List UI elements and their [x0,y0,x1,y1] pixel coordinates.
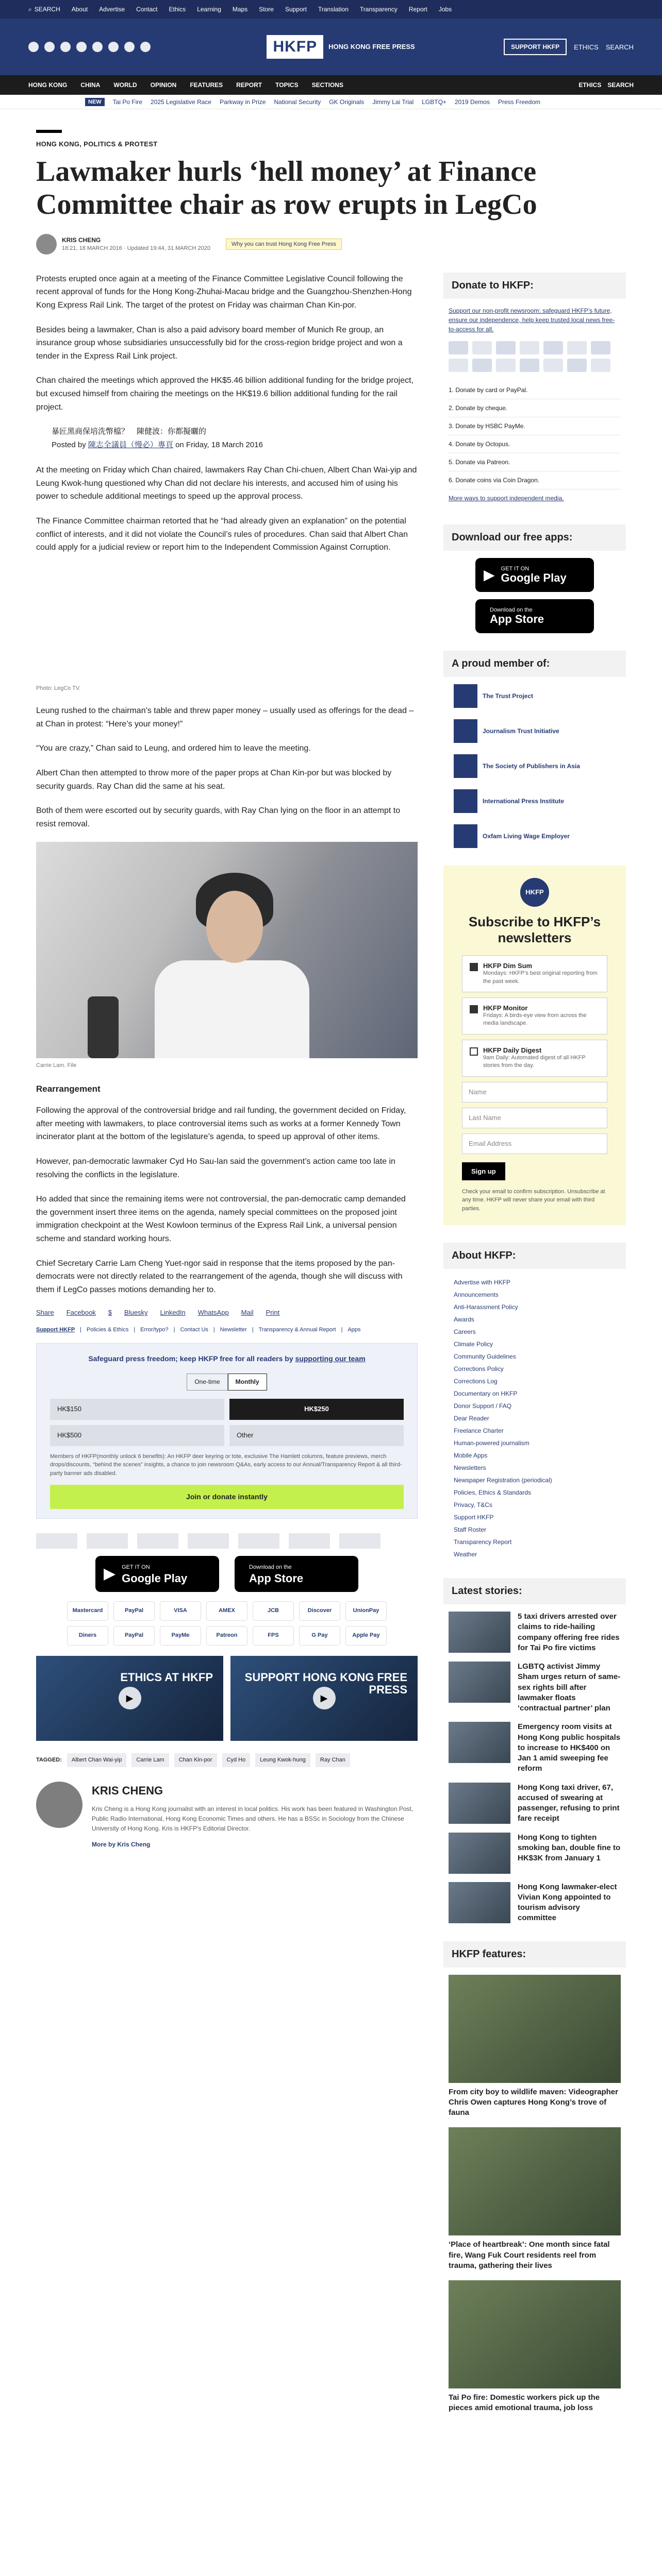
donate-method[interactable]: 3. Donate by HSBC PayMe. [449,417,621,435]
about-link[interactable]: Support HKFP [454,1514,494,1521]
payment-logo: PayPal [113,1626,155,1646]
donate-headline-link[interactable]: supporting our team [295,1354,366,1363]
nav-world[interactable]: WORLD [113,81,137,89]
about-link[interactable]: Policies, Ethics & Standards [454,1489,532,1496]
card-logo [472,359,492,372]
email-icon[interactable] [124,42,135,52]
support-link[interactable]: Apps [347,1327,361,1333]
more-by-author-link[interactable]: More by Kris Cheng [92,1841,151,1849]
tag[interactable]: Chan Kin-por [174,1753,217,1768]
feature-story[interactable]: From city boy to wildlife maven: Videographer Chris Owen captures Hong Kong’s trove of fauna [443,1975,626,2119]
nav-ethics[interactable]: ETHICS [578,81,602,89]
payment-logo: Apple Pay [345,1626,387,1646]
card-logo [591,341,610,354]
latest-story[interactable]: Emergency room visits at Hong Kong public hospitals to increase to HK$400 on Jan 1 amid sweeping fee reform [443,1722,626,1774]
topbar-advertise[interactable]: Advertise [99,6,125,13]
amount-option-selected[interactable]: HK$250 [229,1399,404,1420]
threads-icon[interactable] [76,42,87,52]
about-links [443,1276,626,1561]
latest-story[interactable]: LGBTQ activist Jimmy Sham urges return of same-sex rights bill after lawmaker floats ‘contractual partner’ plan [443,1662,626,1714]
logo-text: HONG KONG FREE PRESS [328,43,415,51]
topbar-learning[interactable]: Learning [197,6,221,13]
frequency-toggle [50,1374,404,1391]
payment-logo: AMEX [206,1601,247,1621]
ipi-icon [454,789,477,813]
topbar-support[interactable]: Support [285,6,307,13]
apps-section [443,524,626,633]
instagram-icon[interactable] [60,42,71,52]
topbar-translation[interactable]: Translation [318,6,349,13]
partner-logo [137,1533,178,1549]
topbar-jobs[interactable]: Jobs [438,6,452,13]
author-avatar[interactable] [36,234,57,255]
newsletter-signup [443,866,626,1225]
google-play-button[interactable]: ▶ GET IT ON Google Play [475,558,594,592]
trending-link[interactable]: 2019 Demos [454,98,490,106]
support-link[interactable]: Contact Us [180,1327,208,1333]
share-mail[interactable]: Mail [241,1309,254,1317]
feature-image [449,2280,621,2388]
name-input[interactable]: Name [462,1082,607,1103]
amount-option-other[interactable]: Other [229,1425,404,1446]
support-link[interactable]: Policies & Ethics [87,1327,129,1333]
card-logo [543,341,563,354]
story-thumbnail [449,1783,510,1824]
newsletter-option[interactable]: HKFP Monitor Fridays: A birds-eye view from across the media landscape. [462,997,607,1035]
trending-link[interactable]: Jimmy Lai Trial [372,98,414,106]
share-dollar[interactable]: $ [108,1309,112,1317]
about-link[interactable]: Corrections Log [454,1378,498,1385]
tag[interactable]: Carrie Lam [131,1753,169,1768]
payment-methods [57,1601,397,1646]
section-title: Donate to HKFP: [443,273,626,299]
trust-project-icon [454,684,477,708]
card-logo [567,359,587,372]
payment-logo: Mastercard [67,1601,108,1621]
trending-bar [0,95,662,109]
donate-box [36,1343,418,1519]
card-logo [543,359,563,372]
support-blurb-link[interactable]: Support our non-profit newsroom: safeguard HKFP’s future, ensure our independence, help keep trusted local news free-to-access for all. [449,307,615,333]
paragraph: Protests erupted once again at a meeting of the Finance Committee Legislative Council following the recent approval of funds for the Hong Kong-Zhuhai-Macau bridge and the Guangzhou-Shenzhen-Hong Kong Express Rail Link. The target of the protest on Friday was chairman Chan Kin-por. [36,274,412,310]
card-logo [496,359,516,372]
nav-china[interactable]: CHINA [80,81,101,89]
play-icon[interactable]: ▶ [119,1687,141,1709]
share-whatsapp[interactable]: WhatsApp [197,1309,229,1317]
byline [36,234,626,255]
trending-link[interactable]: Tai Po Fire [112,98,143,106]
x-icon[interactable] [44,42,55,52]
mast-search-link[interactable]: SEARCH [605,43,634,51]
checkbox-checked[interactable] [470,963,478,971]
about-link[interactable]: Freelance Charter [454,1427,504,1434]
donate-method[interactable]: 2. Donate by cheque. [449,399,621,417]
share-bluesky[interactable]: Bluesky [124,1309,148,1317]
partner-logo-strip [36,1533,418,1549]
paragraph: Albert Chan then attempted to throw more of the paper props at Chan Kin-por but was blocked by security guards. Ray Chan did the same at his seat. [36,769,392,791]
about-link[interactable]: Mobile Apps [454,1452,488,1459]
donate-note: Members of HKFP(monthly unlock 6 benefits): An HKFP deer keyring or tote, exclusive The Hamlett columns, feature previews, merch drops/discounts, “behind the scenes” insights, a chance to join newsroom Q&As, early access to our Annual/Transparency Report & all third-party banner ads disabled. [50,1453,402,1477]
newsletter-option[interactable]: HKFP Daily Digest 9am Daily: Automated digest of all HKFP stories from the day. [462,1040,607,1077]
card-logo [449,359,468,372]
member-section [443,651,626,848]
donate-section [443,273,626,507]
section-title: Download our free apps: [443,524,626,551]
google-play-icon: ▶ [484,567,495,583]
story-thumbnail [449,1612,510,1653]
author-photo[interactable] [36,1782,82,1828]
trending-link[interactable]: National Security [274,98,321,106]
author-bio: Kris Cheng is a Hong Kong journalist with an interest in local politics. His work has been featured in Washington Post, Public Radio International, Hong Kong Economic Times and others. He has a BSSc in Sociology from the Chinese University of Hong Kong. Kris is HKFP’s Editorial Director. [92,1805,413,1832]
features-section [443,1941,626,2414]
trending-link[interactable]: 2025 Legislative Race [151,98,212,106]
last-name-input[interactable]: Last Name [462,1108,607,1128]
subheading: Rearrangement [36,1084,101,1094]
donate-cta-button[interactable]: Join or donate instantly [50,1485,404,1509]
author-box [36,1782,418,1851]
sidebar [443,273,626,2431]
latest-story[interactable]: Hong Kong lawmaker-elect Vivian Kong appointed to tourism advisory committee [443,1882,626,1924]
nav-topics[interactable]: TOPICS [275,81,299,89]
paragraph: Leung rushed to the chairman’s table and threw paper money – usually used as offerings for the dead – at Chan in protest: “Here’s your money!” [36,706,414,728]
newsletter-note: Check your email to confirm subscription. Unsubscribe at any time. HKFP will never share your email with third parties. [462,1188,605,1212]
rss-icon[interactable] [140,42,151,52]
email-input[interactable]: Email Address [462,1133,607,1154]
partner-logo [289,1533,330,1549]
paragraph: Ho added that since the remaining items were not controversial, the pan-democratic camp demanded the government insert three items on the agenda, namely special committees on the proposed joint immigration checkpoint at the West Kowloon terminus of the Express Rail Link, a universal pension scheme and standard working hours. [36,1195,406,1243]
about-link[interactable]: Privacy, T&Cs [454,1501,492,1509]
support-link[interactable]: Error/typo? [140,1327,169,1333]
topbar-search[interactable]: ⌕ SEARCH [28,5,60,13]
support-link[interactable]: Transparency & Annual Report [258,1327,336,1333]
paragraph: “You are crazy,” Chan said to Leung, and ordered him to leave the meeting. [36,744,311,753]
embed-text: 暴匠黑商保培洗幣檔？ 陳健波：你都擬曬的 [52,427,207,436]
trending-link[interactable]: GK Originals [329,98,365,106]
about-link[interactable]: Transparency Report [454,1538,512,1546]
donate-headline: Safeguard press freedom; keep HKFP free for all readers by supporting our team [88,1354,366,1363]
about-link[interactable]: Climate Policy [454,1341,493,1348]
topbar-store[interactable]: Store [259,6,274,13]
card-logo [520,359,539,372]
about-link[interactable]: Newsletters [454,1464,486,1471]
nav-report[interactable]: REPORT [236,81,262,89]
paragraph: The Finance Committee chairman retorted that he “had already given an explanation” on the potential conflict of interests, and it did not violate the Council’s rules of procedures. Chan said that Albert Chan could apply for a judicial review or report him to the Independent Commission Against Corruption. [36,516,408,552]
play-icon[interactable]: ▶ [313,1687,336,1709]
payment-logo: FPS [253,1626,294,1646]
facebook-icon[interactable] [28,42,39,52]
payment-logo: PayPal [113,1601,155,1621]
about-link[interactable]: Corrections Policy [454,1365,504,1372]
payment-logo: VISA [160,1601,201,1621]
latest-section [443,1578,626,1924]
google-play-button[interactable]: ▶ GET IT ON Google Play [95,1556,219,1592]
feature-image [449,2127,621,2235]
topbar-about[interactable]: About [71,6,88,13]
top-utility-bar [0,0,662,19]
paragraph: Chief Secretary Carrie Lam Cheng Yuet-ngor said in response that the items proposed by the pan-democrats were not directly related to the rearrangement of the agenda, though she will discuss with them if LegCo passes motions demanding her to. [36,1259,403,1294]
share-linkedin[interactable]: LinkedIn [160,1309,186,1317]
about-link[interactable]: Staff Roster [454,1526,487,1533]
topbar-contact[interactable]: Contact [136,6,158,13]
card-logo [520,341,539,354]
tag[interactable]: Leung Kwok-hung [255,1753,310,1768]
trending-link[interactable]: Press Freedom [498,98,541,106]
share-row [36,1308,418,1318]
checkbox-unchecked[interactable] [470,1047,478,1056]
paragraph: At the meeting on Friday which Chan chaired, lawmakers Ray Chan Chi-chuen, Albert Chan Wai-yip and Leung Kwok-hung questioned why Chan did not declare his interests, and accused him of using his power to schedule additional meetings to speed up the approval process. [36,466,417,501]
embed-page-link[interactable]: 陳志全議員（慢必）專頁 [88,440,173,449]
about-link[interactable]: Newspaper Registration (periodical) [454,1477,552,1484]
story-thumbnail [449,1833,510,1874]
embed-posted: Posted by 陳志全議員（慢必）專頁 on Friday, 18 March 2016 [52,440,263,449]
tag[interactable]: Albert Chan Wai-yip [67,1753,126,1768]
card-logo [472,341,492,354]
amount-options [50,1399,404,1446]
tag[interactable]: Ray Chan [316,1753,350,1768]
support-link[interactable]: Newsletter [220,1327,247,1333]
youtube-icon[interactable] [108,42,119,52]
article-body [36,273,418,2431]
partner-logo [339,1533,380,1549]
about-link[interactable]: Human-powered journalism [454,1439,529,1447]
photo-figure-face [206,891,263,963]
search-icon: ⌕ [28,5,32,13]
topbar-report[interactable]: Report [408,6,427,13]
card-logo [591,359,610,372]
google-play-icon: ▶ [104,1565,116,1582]
photo-caption: Carrie Lam. File [36,1062,77,1069]
about-link[interactable]: Community Guidelines [454,1353,516,1360]
about-link[interactable]: Announcements [454,1291,499,1298]
ethics-video-tile[interactable]: ETHICS AT HKFP ▶ [36,1656,223,1741]
amount-option[interactable]: HK$150 [50,1399,224,1420]
share-print[interactable]: Print [266,1309,280,1317]
photo-caption: Photo: LegCo TV. [36,685,81,691]
nav-hong-kong[interactable]: HONG KONG [28,81,68,89]
feature-image [449,1975,621,2083]
nav-opinion[interactable]: OPINION [150,81,177,89]
about-link[interactable]: Dear Reader [454,1415,489,1422]
nav-features[interactable]: FEATURES [190,81,223,89]
member-logo[interactable]: Journalism Trust Initiative [454,719,616,743]
latest-story[interactable]: Hong Kong taxi driver, 67, accused of swearing at passenger, refusing to print fare receipt [443,1783,626,1824]
trending-link[interactable]: Parkway in Prize [220,98,266,106]
app-store-button[interactable]: Download on the App Store [475,599,594,633]
about-link[interactable]: Anti-Harassment Policy [454,1303,518,1311]
app-store-row [36,1556,418,1592]
tag-list [36,1753,418,1768]
author-name[interactable]: KRIS CHENG [62,236,101,244]
topbar-transparency[interactable]: Transparency [359,6,398,13]
bluesky-icon[interactable] [92,42,103,52]
paragraph: Following the approval of the controversial bridge and rail funding, the government decided on Friday, after meeting with lawmakers, to place controversial items such as works at a former Kennedy Town incinerator plant at the bottom of the legislature’s agenda, to speed up approval of other items. [36,1106,406,1142]
card-logo [449,341,468,354]
card-logo [567,341,587,354]
latest-story[interactable]: Hong Kong to tighten smoking ban, double fine to HK$3K from January 1 [443,1833,626,1874]
tags-label: TAGGED: [36,1756,62,1763]
story-thumbnail [449,1662,510,1703]
photo-microphone [88,996,119,1058]
support-video-tile[interactable]: SUPPORT HONG KONG FREE PRESS ▶ [230,1656,418,1741]
more-ways-link[interactable]: More ways to support independent media. [449,494,564,502]
payment-logo: PayMe [160,1626,201,1646]
card-logo [496,341,516,354]
newsletter-badge: HKFP [520,878,549,907]
category-rule [36,130,62,133]
about-section [443,1243,626,1561]
amount-option[interactable]: HK$500 [50,1425,224,1446]
share-link[interactable]: Share [36,1309,54,1317]
author-box-name[interactable]: KRIS CHENG [92,1784,163,1798]
donate-method[interactable]: 6. Donate coins via Coin Dragon. [449,471,621,489]
member-logo[interactable]: The Trust Project [454,684,616,708]
payment-logo: Diners [67,1626,108,1646]
support-blurb [443,306,626,334]
topbar-ethics[interactable]: Ethics [169,6,186,13]
facebook-embed [52,425,418,451]
trust-hkfp-link[interactable]: Why you can trust Hong Kong Free Press [226,239,342,250]
trending-link[interactable]: LGBTQ+ [422,98,446,106]
paragraph: Besides being a lawmaker, Chan is also a paid advisory board member of Munich Re group, an insurance group whose subsidiaries unsuccessfully bid for the cross-region bridge project and won a tender in the Express Rail Link project. [36,325,403,361]
section-title: A proud member of: [443,651,626,677]
feature-story[interactable]: Tai Po fire: Domestic workers pick up the pieces amid emotional trauma, job loss [443,2280,626,2414]
member-logo[interactable]: International Press Institute [454,789,616,813]
sopa-icon [454,754,477,778]
masthead [0,19,662,75]
section-title: Latest stories: [443,1578,626,1604]
jti-icon [454,719,477,743]
partner-logo [36,1533,77,1549]
new-badge: NEW [85,98,105,106]
social-icons [28,42,178,52]
checkbox-checked[interactable] [470,1005,478,1013]
support-links: Support HKFP | Policies & Ethics | Error/typo? | Contact Us | Newsletter | Transparency & Annual Report | Apps [36,1326,418,1335]
topbar-maps[interactable]: Maps [232,6,248,13]
paragraph: Both of them were escorted out by security guards, with Ray Chan lying on the floor in an attempt to resist removal. [36,806,401,828]
about-link[interactable]: Documentary on HKFP [454,1390,518,1397]
freq-monthly[interactable]: Monthly [228,1374,267,1391]
partner-logo [238,1533,279,1549]
partner-logo [188,1533,229,1549]
publish-dates: 18:21, 18 MARCH 2016 · Updated 19:44, 31 MARCH 2020 [62,245,210,252]
support-link[interactable]: Support HKFP [36,1327,75,1333]
article-title: Lawmaker hurls ‘hell money’ at Finance Committee chair as row erupts in LegCo [36,156,537,221]
section-title: About HKFP: [443,1243,626,1269]
video-embed-area[interactable] [36,566,418,679]
site-logo[interactable] [267,35,415,59]
app-store-button[interactable]: Download on the App Store [235,1556,358,1592]
payment-logo: UnionPay [345,1601,387,1621]
oxfam-icon [454,824,477,848]
share-facebook[interactable]: Facebook [66,1309,96,1317]
paragraph: However, pan-democratic lawmaker Cyd Ho Sau-lan said the government’s action came too late in resolving the conflicts in the legislature. [36,1157,395,1179]
nav-search[interactable]: SEARCH [607,81,634,89]
paragraph: Chan chaired the meetings which approved the HK$5.46 billion additional funding for the bridge project, but excused himself from chairing the meetings on the HK$19.6 billion additional funding for the rail project. [36,376,414,412]
payment-cards [443,341,626,372]
member-logo[interactable]: Oxfam Living Wage Employer [454,824,616,848]
donate-method[interactable]: 1. Donate by card or PayPal. [449,381,621,399]
payment-logo: JCB [253,1601,294,1621]
logo-mark: HKFP [267,35,323,59]
nav-sections[interactable]: SECTIONS [311,81,343,89]
payment-logo: G Pay [299,1626,340,1646]
payment-logo: Patreon [206,1626,247,1646]
payment-logo: Discover [299,1601,340,1621]
newsletter-option[interactable]: HKFP Dim Sum Mondays: HKFP’s best original reporting from the past week. [462,955,607,992]
photo-figure-body [155,960,309,1058]
carrie-lam-photo [36,842,418,1058]
donate-method[interactable]: 5. Donate via Patreon. [449,453,621,471]
about-link[interactable]: Weather [454,1551,477,1558]
article-category[interactable]: HONG KONG, POLITICS & PROTEST [36,140,158,148]
about-link[interactable]: Awards [454,1316,474,1323]
story-thumbnail [449,1882,510,1923]
promo-videos [36,1656,418,1741]
section-title: HKFP features: [443,1941,626,1968]
donate-methods [443,381,626,507]
main-nav [0,75,662,95]
mast-ethics-link[interactable]: ETHICS [574,43,599,51]
freq-one-time[interactable]: One-time [187,1374,227,1391]
about-link[interactable]: Advertise with HKFP [454,1279,511,1286]
support-hkfp-button[interactable]: SUPPORT HKFP [504,39,567,55]
newsletter-title: Subscribe to HKFP’s newsletters [468,913,601,945]
latest-story[interactable]: 5 taxi drivers arrested over claims to ride-hailing company offering free rides for Tai Po fire victims [443,1612,626,1653]
about-link[interactable]: Careers [454,1328,476,1335]
donate-method[interactable]: 4. Donate by Octopus. [449,435,621,453]
partner-logo [87,1533,128,1549]
story-thumbnail [449,1722,510,1763]
tag[interactable]: Cyd Ho [222,1753,251,1768]
feature-story[interactable]: ‘Place of heartbreak’: One month since fatal fire, Wang Fuk Court residents reel from trauma, gathering their lives [443,2127,626,2271]
signup-button[interactable]: Sign up [462,1162,505,1180]
member-logo[interactable]: The Society of Publishers in Asia [454,754,616,778]
about-link[interactable]: Donor Support / FAQ [454,1402,512,1410]
